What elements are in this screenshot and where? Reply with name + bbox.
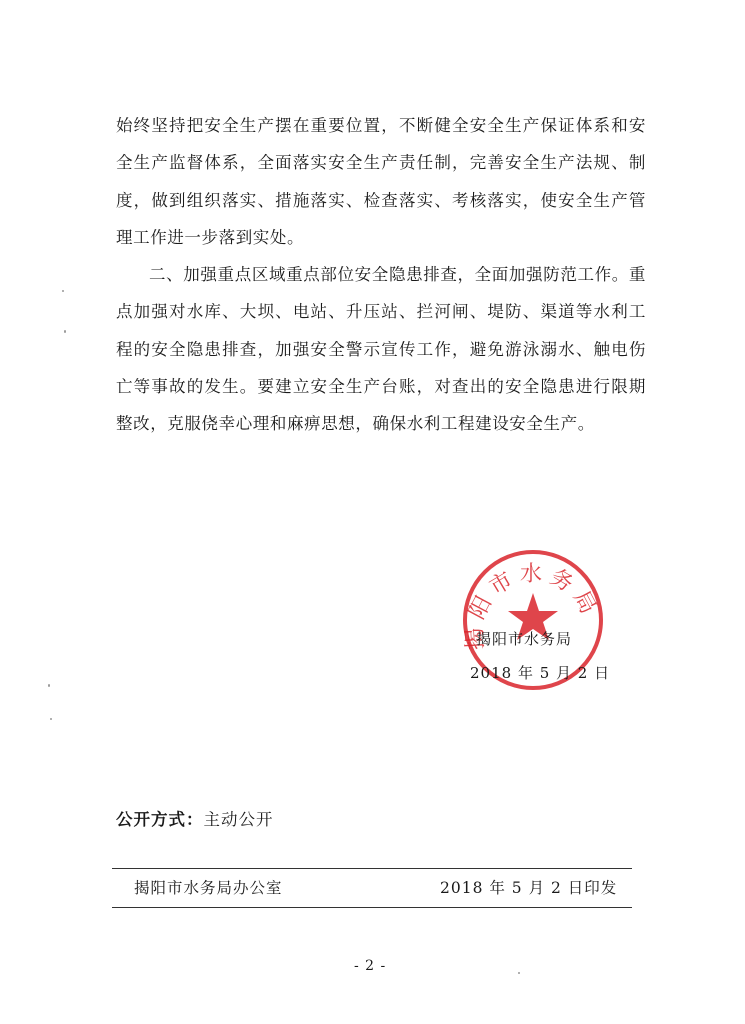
footer-print-date: 2018 年 5 月 2 日印发 xyxy=(440,879,618,897)
scan-speck xyxy=(518,972,520,974)
disclosure-label: 公开方式： xyxy=(116,810,204,829)
footer-top-rule xyxy=(112,868,632,869)
scan-speck xyxy=(48,684,50,687)
signature-block xyxy=(470,622,630,690)
scan-speck xyxy=(50,718,52,720)
footer-issuer: 揭阳市水务局办公室 xyxy=(134,879,283,897)
signature-date: 2018 年 5 月 2 日 xyxy=(470,664,611,682)
page-number: - 2 - xyxy=(354,958,387,974)
paragraph-1: 始终坚持把安全生产摆在重要位置，不断健全安全生产保证体系和安全生产监督体系，全面落实安全生产责任制，完善安全生产法规、制度，做到组织落实、措施落实、检查落实、考核落实，使安全生产管理工作进一步落到实处。 xyxy=(116,116,646,247)
signature-organization: 揭阳市水务局 xyxy=(476,630,573,648)
disclosure-method xyxy=(116,806,274,830)
scan-speck xyxy=(62,290,64,292)
svg-text:揭阳市水务局: 揭阳市水务局 xyxy=(462,561,604,651)
scan-speck xyxy=(64,330,66,333)
footer-bottom-rule xyxy=(112,907,632,908)
paragraph-2: 二、加强重点区域重点部位安全隐患排查，全面加强防范工作。重点加强对水库、大坝、电站、升压站、拦河闸、堤防、渠道等水利工程的安全隐患排查，加强安全警示宣传工作，避免游泳溺水、触电伤亡等事故的发生。要建立安全生产台账，对查出的安全隐患进行限期整改，克服侥幸心理和麻痹思想，确保水利工程建设安全生产。 xyxy=(116,265,646,434)
body-text xyxy=(116,107,646,443)
disclosure-value: 主动公开 xyxy=(203,810,274,829)
